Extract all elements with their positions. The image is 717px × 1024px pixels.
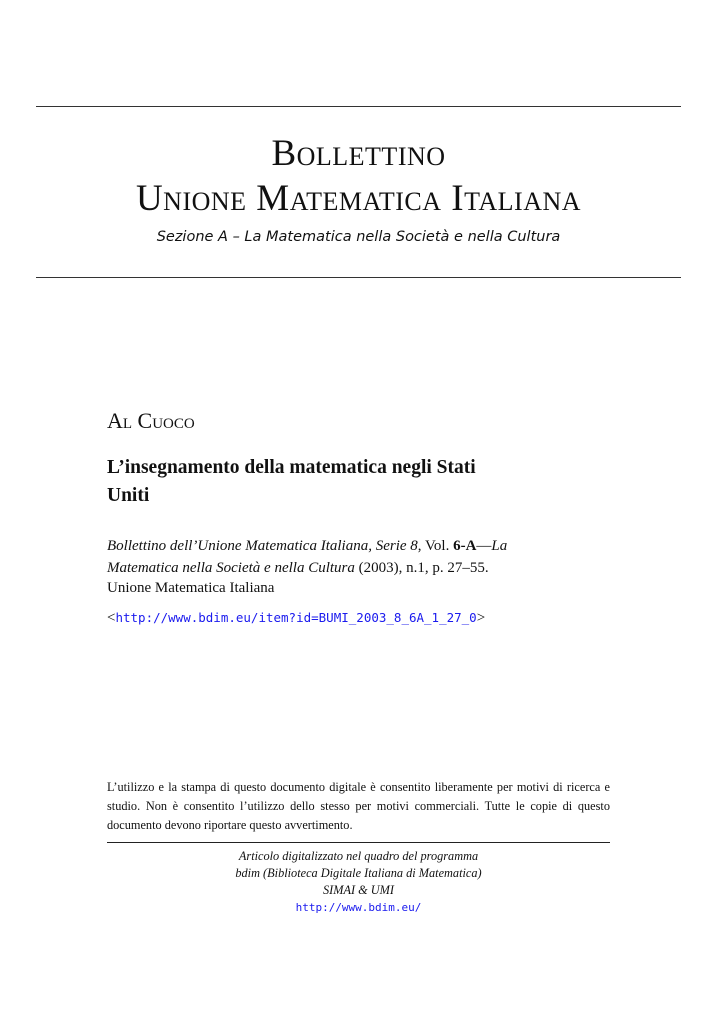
header-bottom-rule <box>36 277 681 278</box>
publisher: Unione Matematica Italiana <box>107 580 275 596</box>
top-rule <box>36 106 681 107</box>
item-link <box>107 610 485 627</box>
footer-line1: Articolo digitalizzato nel quadro del programma <box>238 849 479 863</box>
footer <box>107 848 610 916</box>
citation-volume: 6-A <box>453 538 477 554</box>
citation-vol-prefix: , Vol. <box>417 538 454 554</box>
article-title <box>107 454 607 510</box>
usage-notice: L’utilizzo e la stampa di questo documento digitale è consentito liberamente per motivi di ricerca e studio. Non è consentito l’utilizzo dello stesso per motivi commerciali. Tutte le copie di questo documento devono riportare questo avvertimento. <box>107 780 610 832</box>
article-author: Al Cuoco <box>107 408 195 433</box>
item-url-link[interactable]: http://www.bdim.eu/item?id=BUMI_2003_8_6A_1_27_0 <box>115 610 477 625</box>
journal-title-line1: Bollettino <box>271 133 446 174</box>
item-link-open: < <box>107 610 116 626</box>
citation-series-line2: Matematica nella Società e nella Cultura <box>107 560 355 576</box>
section-subtitle: Sezione A – La Matematica nella Società e nella Cultura <box>156 229 561 245</box>
footer-line2: bdim (Biblioteca Digitale Italiana di Matematica) <box>235 866 482 880</box>
citation-dash: — <box>476 538 492 554</box>
footer-rule <box>107 842 610 843</box>
footer-url-link[interactable]: http://www.bdim.eu/ <box>295 901 422 914</box>
article-title-line1: L’insegnamento della matematica negli Stati <box>107 457 476 478</box>
footer-line3: SIMAI & UMI <box>322 883 395 897</box>
journal-title-line2: Unione Matematica Italiana <box>135 178 582 219</box>
citation-details: (2003), n.1, p. 27–55. <box>354 560 489 576</box>
citation-journal: Bollettino dell’Unione Matematica Italiana, Serie 8 <box>107 538 418 554</box>
citation <box>107 535 607 579</box>
citation-series-line1: La <box>491 538 508 554</box>
item-link-close: > <box>476 610 486 626</box>
article-title-line2: Uniti <box>107 485 150 506</box>
